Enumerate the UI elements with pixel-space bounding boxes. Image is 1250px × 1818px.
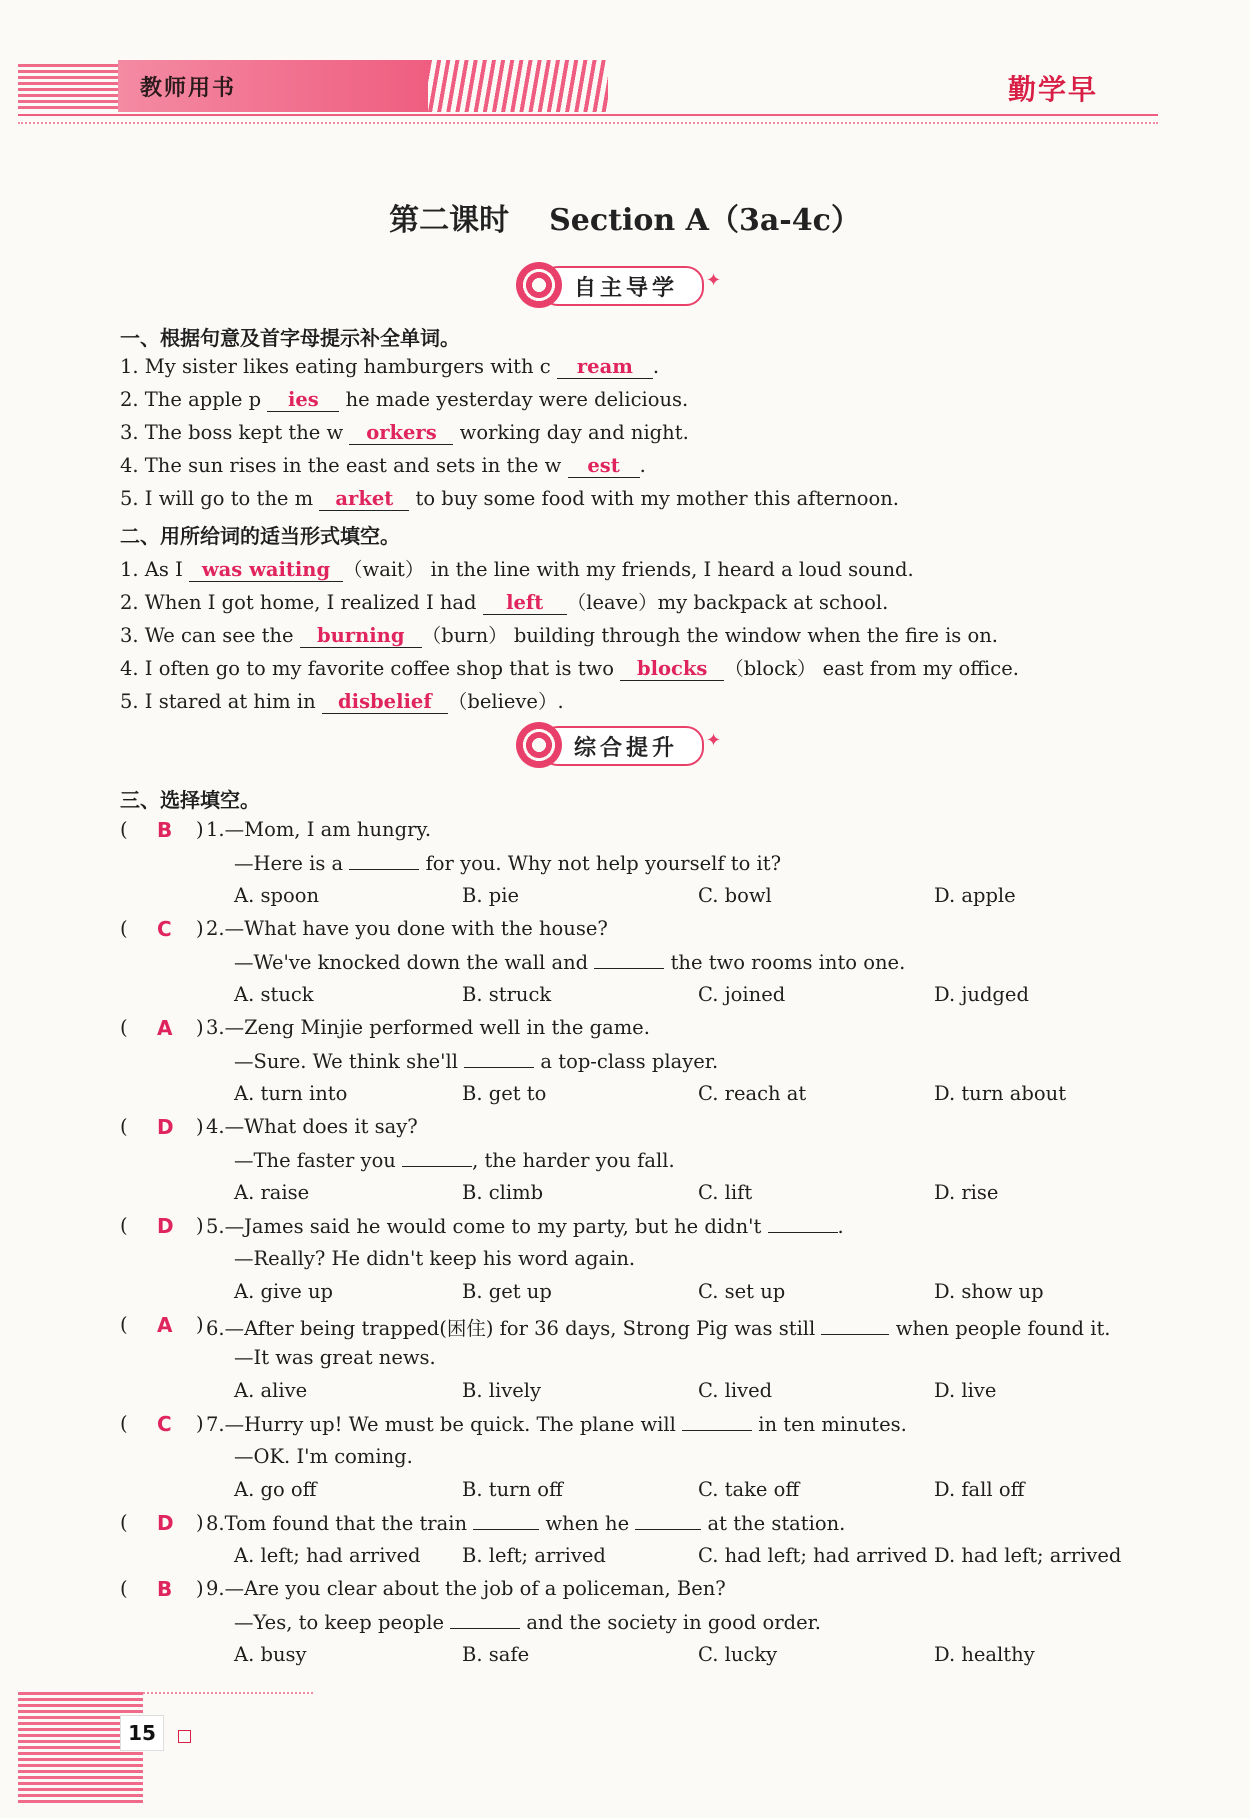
option-c: C. bowl: [698, 884, 772, 907]
question-reply: [234, 1148, 675, 1172]
blank-line: [450, 1610, 520, 1629]
paren-open: (: [120, 1115, 128, 1138]
part2-item-2: [120, 587, 888, 615]
option-c: C. take off: [698, 1478, 800, 1501]
cross-burst-icon: [516, 722, 562, 768]
question-reply: [234, 1610, 821, 1634]
paren-open: (: [120, 1214, 128, 1237]
question-number: 6.: [206, 1317, 225, 1340]
question-number: 9.: [206, 1577, 225, 1600]
item-text: .: [652, 355, 660, 378]
answer-letter: C: [157, 1412, 172, 1436]
item-text: 2. The apple p: [120, 388, 262, 411]
option-c: C. had left; had arrived: [698, 1544, 928, 1567]
reply-text: —The faster you: [234, 1149, 396, 1172]
option-d: D. rise: [934, 1181, 999, 1204]
item-text: to buy some food with my mother this afternoon.: [415, 487, 900, 510]
part2-item-1: [120, 554, 914, 582]
item-text: 4. I often go to my favorite coffee shop that is two: [120, 657, 614, 680]
answer-letter: D: [157, 1214, 174, 1238]
item-text: （wait） in the line with my friends, I heard a loud sound.: [343, 558, 914, 581]
item-text: （leave）my backpack at school.: [566, 591, 889, 614]
answer-letter: A: [157, 1016, 173, 1040]
question-text: —James said he would come to my party, but he didn't: [224, 1215, 762, 1238]
item-text: .: [639, 454, 646, 477]
question-stem: [206, 917, 608, 940]
option-c: C. lived: [698, 1379, 773, 1402]
paren-open: (: [120, 818, 128, 841]
question-stem: [206, 1412, 907, 1436]
item-text: 1. As I: [120, 558, 183, 581]
part3-heading: 三、选择填空。: [120, 788, 260, 812]
item-text: 5. I stared at him in: [120, 690, 316, 713]
item-text: 2. When I got home, I realized I had: [120, 591, 477, 614]
blank-line: [473, 1511, 539, 1530]
option-c: C. set up: [698, 1280, 786, 1303]
paren-close: ): [196, 917, 204, 940]
question-number: 2.: [206, 917, 225, 940]
page-title: [0, 195, 1250, 239]
square-icon: [178, 1730, 191, 1743]
part2-item-4: [120, 653, 1019, 681]
reply-text: —Yes, to keep people: [234, 1611, 444, 1634]
answer-letter: C: [157, 917, 172, 941]
option-a: A. go off: [234, 1478, 317, 1501]
blank-line: [635, 1511, 701, 1530]
answer-letter: D: [157, 1115, 174, 1139]
answer-blank: ies: [267, 389, 339, 412]
header-logo: 勤学早: [1008, 73, 1099, 106]
reply-text: the two rooms into one.: [670, 951, 906, 974]
option-b: B. left; arrived: [462, 1544, 606, 1567]
paren-close: ): [196, 1511, 204, 1534]
option-c: C. lucky: [698, 1643, 778, 1666]
question-text: in ten minutes.: [758, 1413, 907, 1436]
title-cn: 第二课时: [389, 203, 510, 238]
question-reply: [234, 950, 905, 974]
star-icon: ✦: [706, 730, 722, 751]
paren-close: ): [196, 1412, 204, 1435]
item-text: 3. We can see the: [120, 624, 294, 647]
header-stripes-diagonal: [428, 60, 608, 112]
question-reply: [234, 1049, 718, 1073]
banner-text: 综合提升: [574, 736, 679, 761]
question-reply: [234, 1247, 635, 1270]
answer-blank: blocks: [620, 658, 724, 681]
paren-open: (: [120, 917, 128, 940]
question-stem: [206, 1313, 1110, 1341]
blank-line: [349, 851, 419, 870]
paren-close: ): [196, 818, 204, 841]
part2-item-3: [120, 620, 998, 648]
answer-blank: disbelief: [322, 691, 448, 714]
blank-line: [768, 1214, 838, 1233]
reply-text: —We've knocked down the wall and: [234, 951, 589, 974]
reply-text: and the society in good order.: [526, 1611, 822, 1634]
option-b: B. climb: [462, 1181, 544, 1204]
reply-text: a top-class player.: [540, 1050, 719, 1073]
option-d: D. apple: [934, 884, 1016, 907]
spiral-icon: [516, 262, 562, 308]
question-text: —Hurry up! We must be quick. The plane will: [224, 1413, 676, 1436]
option-a: A. give up: [234, 1280, 333, 1303]
paren-close: ): [196, 1313, 204, 1336]
question-reply: [234, 1346, 436, 1369]
part1-heading: 一、根据句意及首字母提示补全单词。: [120, 326, 460, 350]
part1-item-2: [120, 388, 688, 412]
part1-item-1: [120, 355, 659, 379]
question-text: —Zeng Minjie performed well in the game.: [224, 1016, 650, 1039]
option-b: B. lively: [462, 1379, 542, 1402]
question-number: 7.: [206, 1413, 225, 1436]
item-text: （burn） building through the window when the fire is on.: [421, 624, 999, 647]
header-rule: [18, 114, 1158, 116]
reply-text: , the harder you fall.: [472, 1149, 675, 1172]
reply-text: for you. Why not help yourself to it?: [425, 852, 782, 875]
question-number: 1.: [206, 818, 225, 841]
item-text: 4. The sun rises in the east and sets in the w: [120, 454, 562, 477]
banner-text: 自主导学: [574, 276, 679, 301]
answer-blank: was waiting: [189, 559, 343, 582]
option-d: D. had left; arrived: [934, 1544, 1122, 1567]
option-b: B. safe: [462, 1643, 530, 1666]
blank-line: [402, 1148, 472, 1167]
question-number: 5.: [206, 1215, 225, 1238]
banner-comprehensive: [510, 722, 730, 768]
item-text: 1. My sister likes eating hamburgers with c: [120, 355, 551, 378]
paren-open: (: [120, 1313, 128, 1336]
answer-blank: left: [483, 592, 567, 615]
question-text: when people found it.: [895, 1317, 1111, 1340]
blank-line: [464, 1049, 534, 1068]
reply-text: —Really? He didn't keep his word again.: [234, 1247, 636, 1270]
item-text: （believe）.: [447, 690, 564, 713]
question-number: 4.: [206, 1115, 225, 1138]
item-text: 3. The boss kept the w: [120, 421, 344, 444]
option-b: B. get to: [462, 1082, 547, 1105]
blank-line: [594, 950, 664, 969]
question-text: at the station.: [707, 1512, 846, 1535]
paren-close: ): [196, 1016, 204, 1039]
option-a: A. raise: [234, 1181, 310, 1204]
question-text: —After being trapped(困住) for 36 days, Strong Pig was still: [224, 1317, 816, 1340]
question-stem: [206, 1016, 650, 1039]
item-text: （block） east from my office.: [724, 657, 1019, 680]
option-b: B. pie: [462, 884, 519, 907]
option-c: C. lift: [698, 1181, 753, 1204]
part1-item-3: [120, 421, 689, 445]
question-number: 3.: [206, 1016, 225, 1039]
option-a: A. spoon: [234, 884, 320, 907]
paren-open: (: [120, 1511, 128, 1534]
answer-letter: A: [157, 1313, 173, 1337]
answer-letter: B: [157, 818, 173, 842]
page-header: [18, 60, 1158, 118]
question-text: .: [837, 1215, 844, 1238]
option-d: D. healthy: [934, 1643, 1035, 1666]
option-c: C. reach at: [698, 1082, 807, 1105]
answer-blank: ream: [557, 356, 653, 379]
question-text: —What have you done with the house?: [224, 917, 608, 940]
answer-blank: est: [568, 455, 640, 478]
blank-line: [682, 1412, 752, 1431]
question-text: —Mom, I am hungry.: [224, 818, 432, 841]
page-number: 15: [120, 1715, 164, 1751]
footer-dotted-rule: [143, 1692, 313, 1694]
part2-item-5: [120, 686, 564, 714]
answer-blank: burning: [300, 625, 422, 648]
paren-open: (: [120, 1412, 128, 1435]
question-text: —What does it say?: [224, 1115, 418, 1138]
paren-close: ): [196, 1214, 204, 1237]
paren-open: (: [120, 1577, 128, 1600]
question-stem: [206, 818, 431, 841]
paren-close: ): [196, 1115, 204, 1138]
question-stem: [206, 1577, 726, 1600]
option-b: B. turn off: [462, 1478, 563, 1501]
option-d: D. live: [934, 1379, 997, 1402]
question-reply: [234, 851, 781, 875]
reply-text: —It was great news.: [234, 1346, 436, 1369]
blank-line: [821, 1316, 889, 1335]
header-dotted-rule: [18, 122, 1158, 124]
question-text: Tom found that the train: [224, 1512, 468, 1535]
reply-text: —Here is a: [234, 852, 344, 875]
answer-letter: B: [157, 1577, 173, 1601]
option-d: D. fall off: [934, 1478, 1025, 1501]
question-stem: [206, 1511, 845, 1535]
question-stem: [206, 1214, 844, 1238]
header-stripes: [18, 64, 118, 110]
option-a: A. stuck: [234, 983, 314, 1006]
option-b: B. struck: [462, 983, 552, 1006]
answer-blank: arket: [319, 488, 409, 511]
paren-close: ): [196, 1577, 204, 1600]
header-label: 教师用书: [140, 76, 237, 101]
item-text: working day and night.: [459, 421, 689, 444]
option-a: A. left; had arrived: [234, 1544, 421, 1567]
reply-text: —OK. I'm coming.: [234, 1445, 413, 1468]
option-a: A. turn into: [234, 1082, 348, 1105]
question-number: 8.: [206, 1512, 225, 1535]
question-text: when he: [545, 1512, 630, 1535]
option-d: D. turn about: [934, 1082, 1067, 1105]
reply-text: —Sure. We think she'll: [234, 1050, 459, 1073]
item-text: 5. I will go to the m: [120, 487, 314, 510]
banner-self-study: [510, 262, 730, 308]
part1-item-5: [120, 487, 899, 511]
option-a: A. alive: [234, 1379, 308, 1402]
answer-blank: orkers: [349, 422, 453, 445]
part1-item-4: [120, 454, 646, 478]
title-en: Section A（3a-4c）: [549, 203, 861, 238]
answer-letter: D: [157, 1511, 174, 1535]
item-text: he made yesterday were delicious.: [345, 388, 689, 411]
question-reply: [234, 1445, 413, 1468]
question-text: —Are you clear about the job of a policeman, Ben?: [224, 1577, 726, 1600]
option-a: A. busy: [234, 1643, 307, 1666]
part2-heading: 二、用所给词的适当形式填空。: [120, 524, 400, 548]
star-icon: ✦: [706, 270, 722, 291]
option-d: D. show up: [934, 1280, 1044, 1303]
option-c: C. joined: [698, 983, 786, 1006]
paren-open: (: [120, 1016, 128, 1039]
option-d: D. judged: [934, 983, 1029, 1006]
question-stem: [206, 1115, 418, 1138]
option-b: B. get up: [462, 1280, 552, 1303]
